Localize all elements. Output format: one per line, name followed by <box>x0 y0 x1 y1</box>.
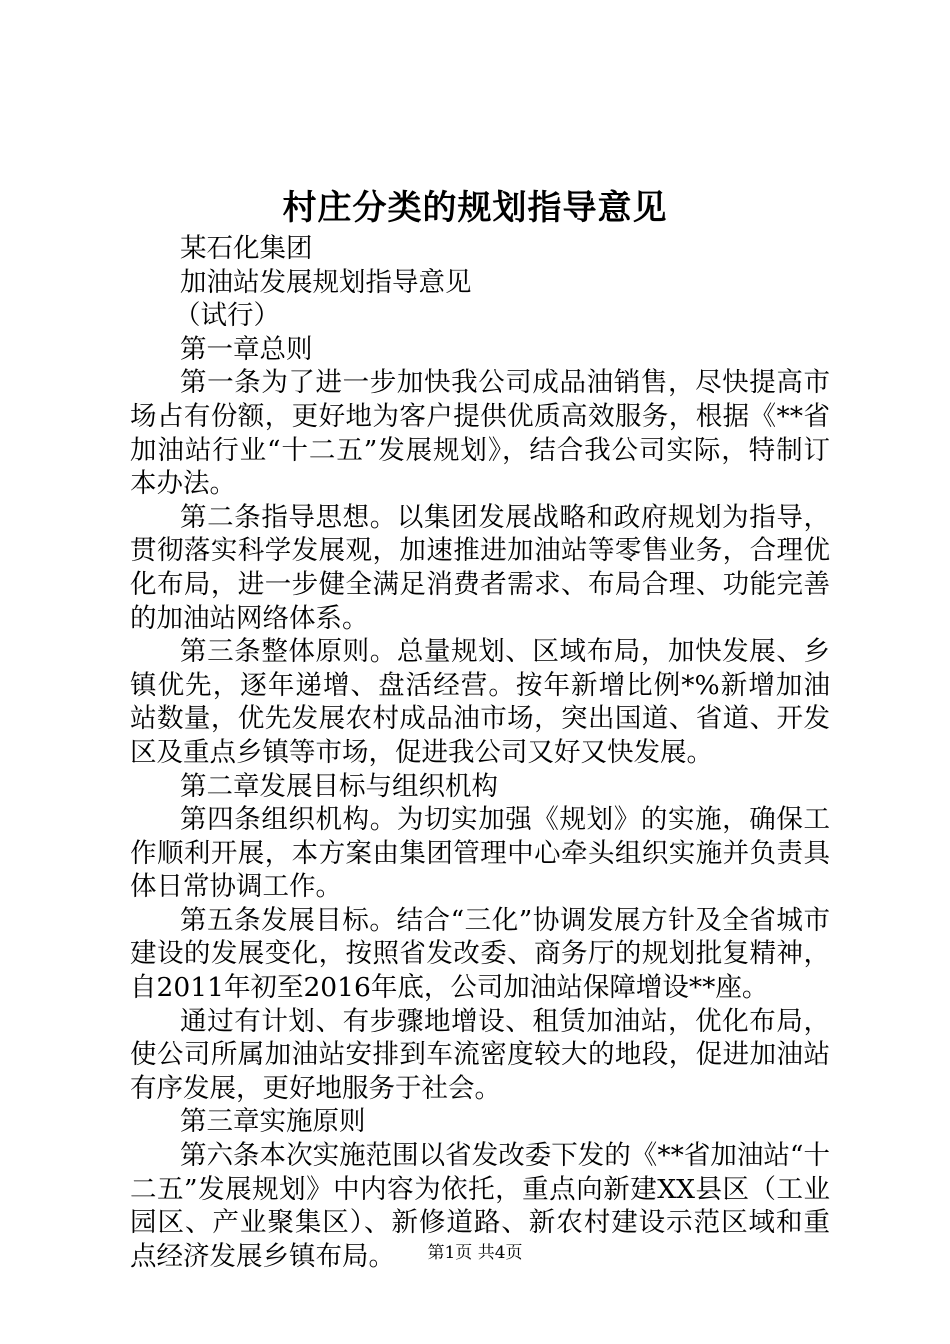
page-footer: 第1页 共4页 <box>427 1243 523 1263</box>
chapter-heading-3: 第三章实施原则 <box>180 1106 366 1138</box>
article-1: 第一条为了进一步加快我公司成品油销售，尽快提高市场占有份额，更好地为客户提供优质高效服务，根据《**省加油站行业“十二五”发展规划》，结合我公司实际，特制订本办法。 <box>130 367 830 500</box>
article-2: 第二条指导思想。以集团发展战略和政府规划为指导，贯彻落实科学发展观，加速推进加油站等零售业务，合理优化布局，进一步健全满足消费者需求、布局合理、功能完善的加油站网络体系。 <box>130 501 830 634</box>
issuer-line: 某石化集团 <box>180 233 313 264</box>
document-body <box>130 232 830 1273</box>
trial-note: （试行） <box>174 300 280 332</box>
subtitle-line: 加油站发展规划指导意见 <box>180 266 472 298</box>
chapter-heading-1: 第一章总则 <box>180 333 313 365</box>
article-3: 第三条整体原则。总量规划、区域布局，加快发展、乡镇优先，逐年递增、盘活经营。按年新增比例*%新增加油站数量，优先发展农村成品油市场，突出国道、省道、开发区及重点乡镇等市场，促进我公司又好又快发展。 <box>130 636 830 768</box>
chapter-heading-2: 第二章发展目标与组织机构 <box>180 770 498 802</box>
article-6: 第六条本次实施范围以省发改委下发的《**省加油站“十二五”发展规划》中内容为依托，重点向新建XX县区（工业园区、产业聚集区）、新修道路、新农村建设示范区域和重点经济发展乡镇布局。 <box>130 1140 830 1272</box>
article-4: 第四条组织机构。为切实加强《规划》的实施，确保工作顺利开展，本方案由集团管理中心牵头组织实施并负责具体日常协调工作。 <box>130 804 830 903</box>
article-5: 第五条发展目标。结合“三化”协调发展方针及全省城市建设的发展变化，按照省发改委、商务厅的规划批复精神，自2011年初至2016年底，公司加油站保障增设**座。 <box>130 904 830 1004</box>
document-title: 村庄分类的规划指导意见 <box>282 188 668 228</box>
paragraph-plan: 通过有计划、有步骤地增设、租赁加油站，优化布局，使公司所属加油站安排到车流密度较大的地段，促进加油站有序发展，更好地服务于社会。 <box>130 1005 830 1104</box>
